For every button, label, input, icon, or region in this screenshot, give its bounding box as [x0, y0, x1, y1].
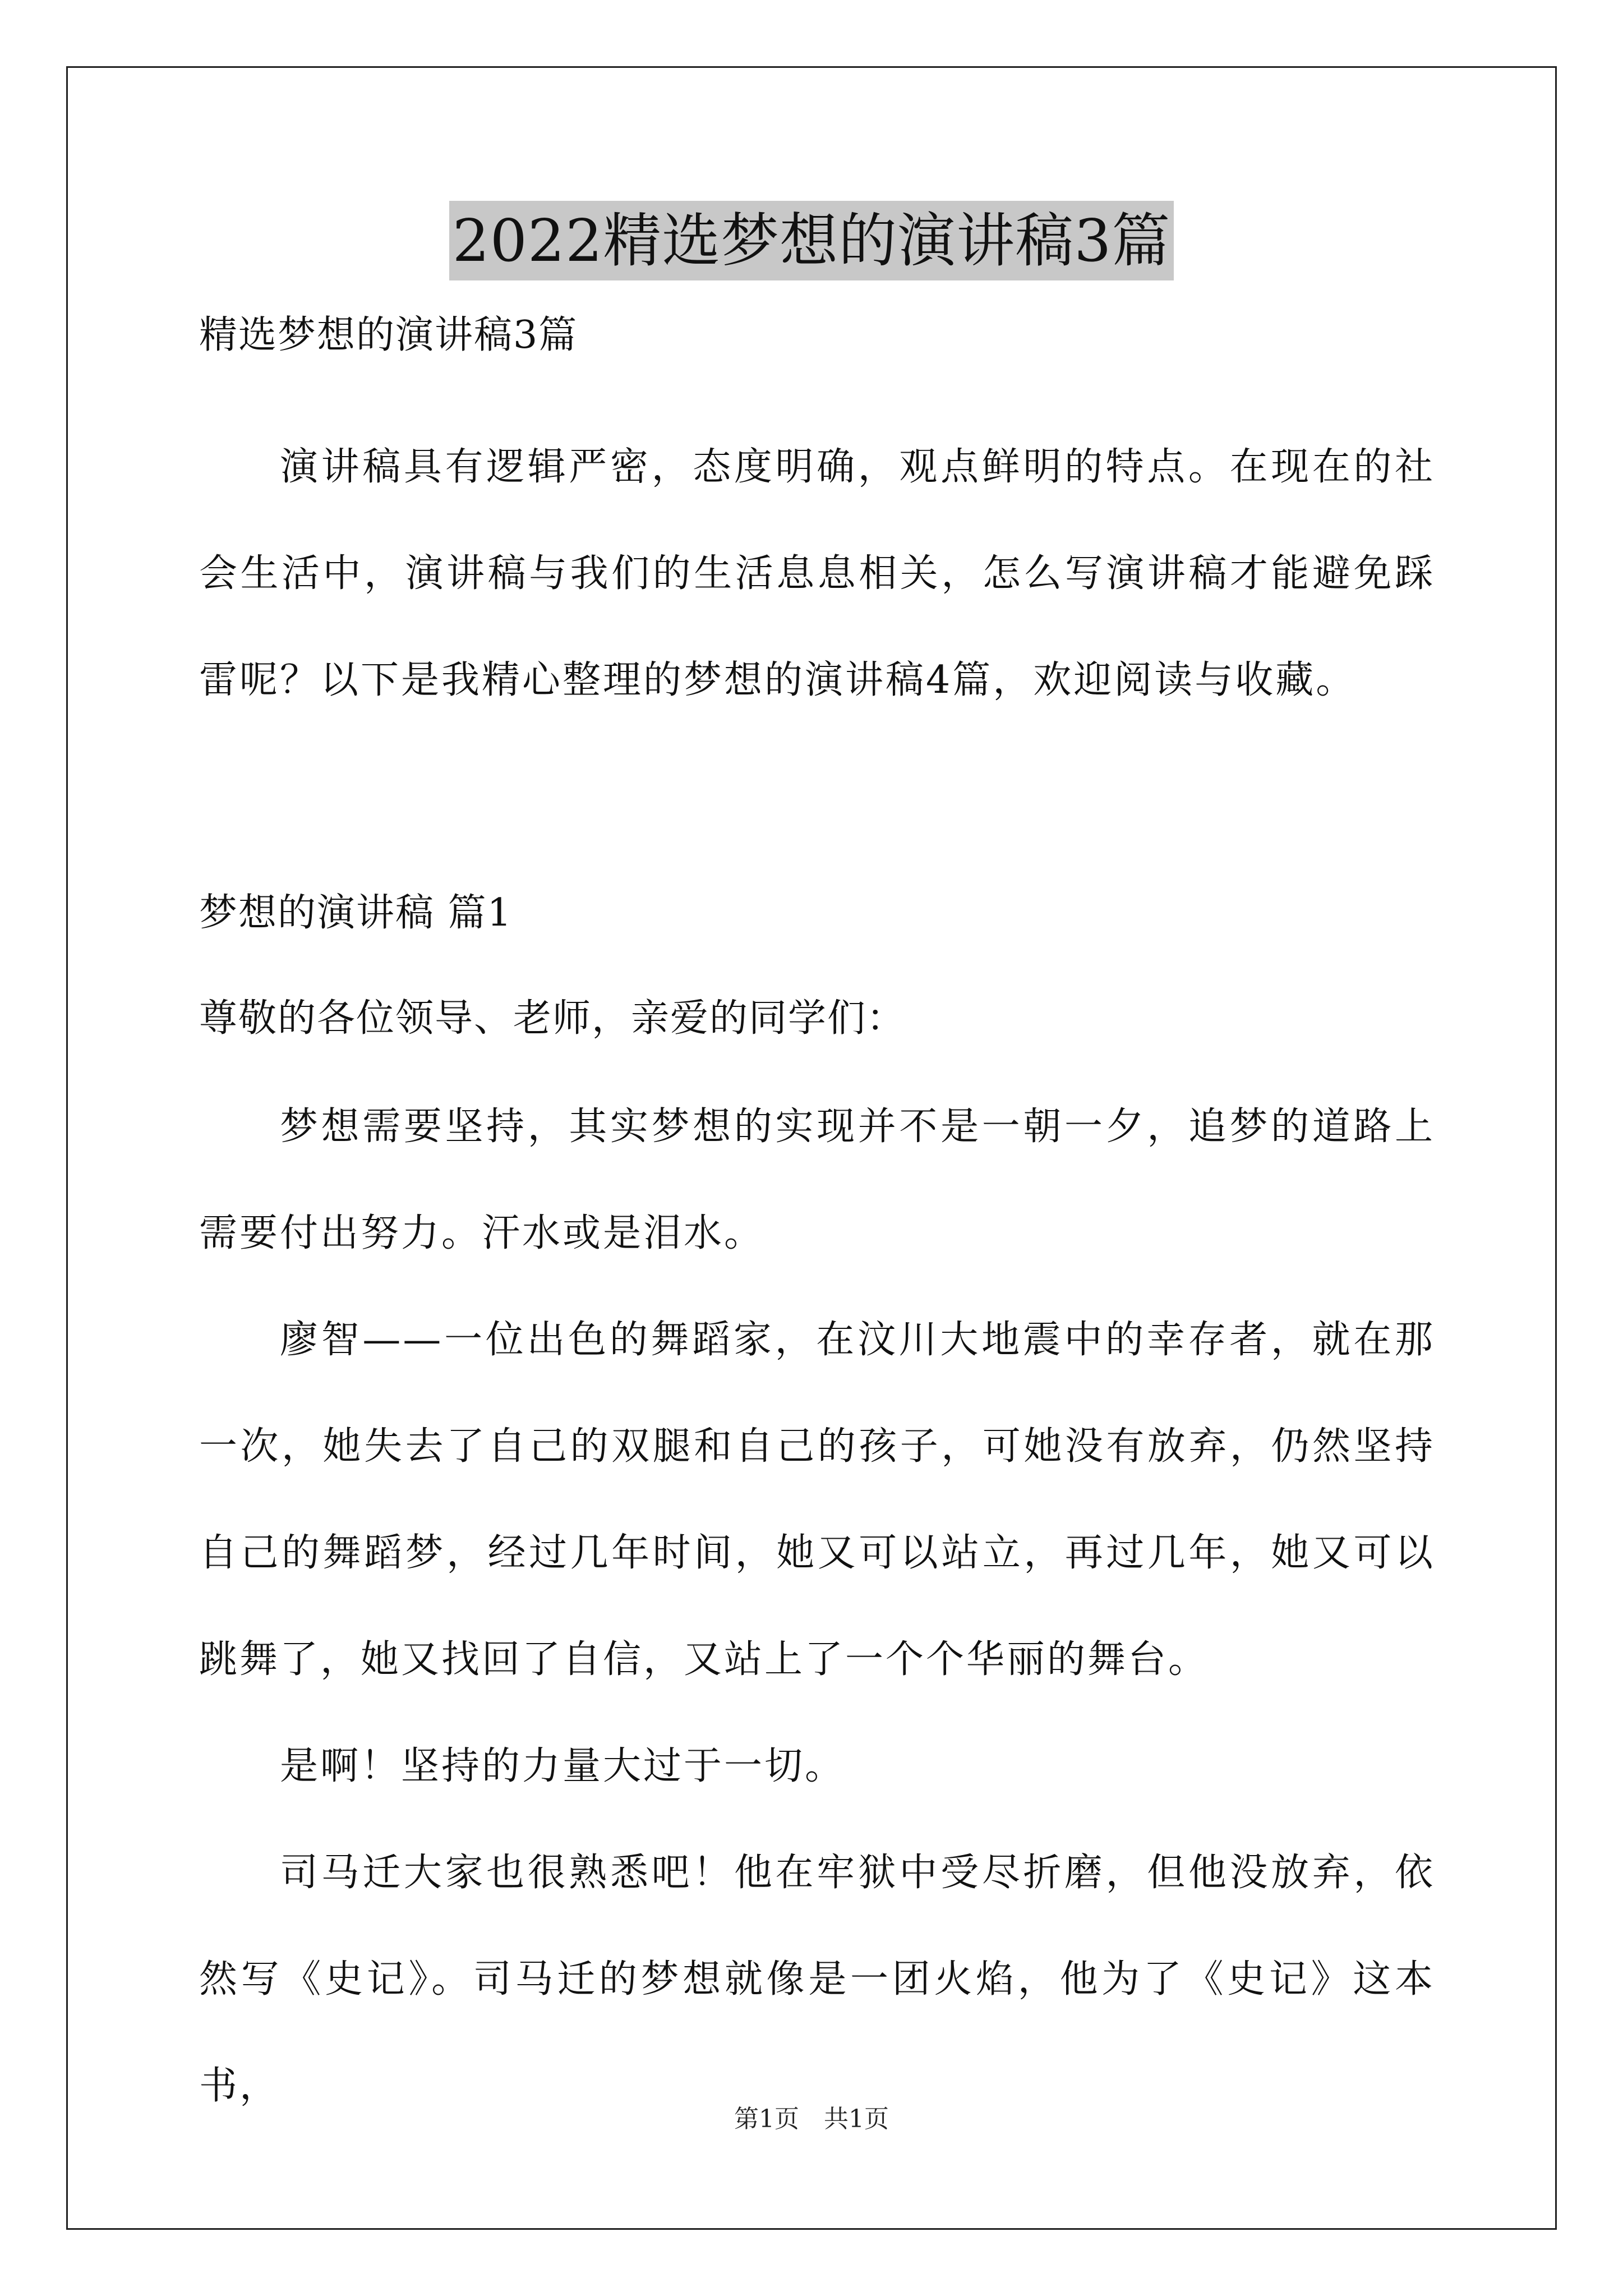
intro-paragraph: 演讲稿具有逻辑严密，态度明确，观点鲜明的特点。在现在的社会生活中，演讲稿与我们的生活息息相关，怎么写演讲稿才能避免踩雷呢？以下是我精心整理的梦想的演讲稿4篇，欢迎阅读与收藏。: [199, 445, 1435, 702]
document-title: 2022精选梦想的演讲稿3篇: [449, 201, 1174, 280]
body-paragraph: 是啊！坚持的力量大过于一切。: [280, 1744, 846, 1788]
body-paragraph: 司马迁大家也很熟悉吧！他在牢狱中受尽折磨，但他没放弃，依然写《史记》。司马迁的梦想就像是一团火焰，他为了《史记》这本书，: [199, 1851, 1435, 2108]
document-body: [199, 307, 1435, 2139]
section-heading: 梦想的演讲稿 篇1: [199, 891, 513, 935]
title-container: [0, 201, 1623, 280]
body-paragraph: 廖智——一位出色的舞蹈家，在汶川大地震中的幸存者，就在那一次，她失去了自己的双腿和自己的孩子，可她没有放弃，仍然坚持自己的舞蹈梦，经过几年时间，她又可以站立，再过几年，她又可以跳舞了，她又找回了自信，又站上了一个个华丽的舞台。: [199, 1318, 1435, 1682]
salutation: 尊敬的各位领导、老师，亲爱的同学们：: [199, 996, 906, 1041]
body-paragraph: 梦想需要坚持，其实梦想的实现并不是一朝一夕，追梦的道路上需要付出努力。汗水或是泪水。: [199, 1105, 1435, 1255]
page-footer: 第1页 共1页: [734, 2105, 889, 2133]
subtitle: 精选梦想的演讲稿3篇: [199, 313, 578, 357]
